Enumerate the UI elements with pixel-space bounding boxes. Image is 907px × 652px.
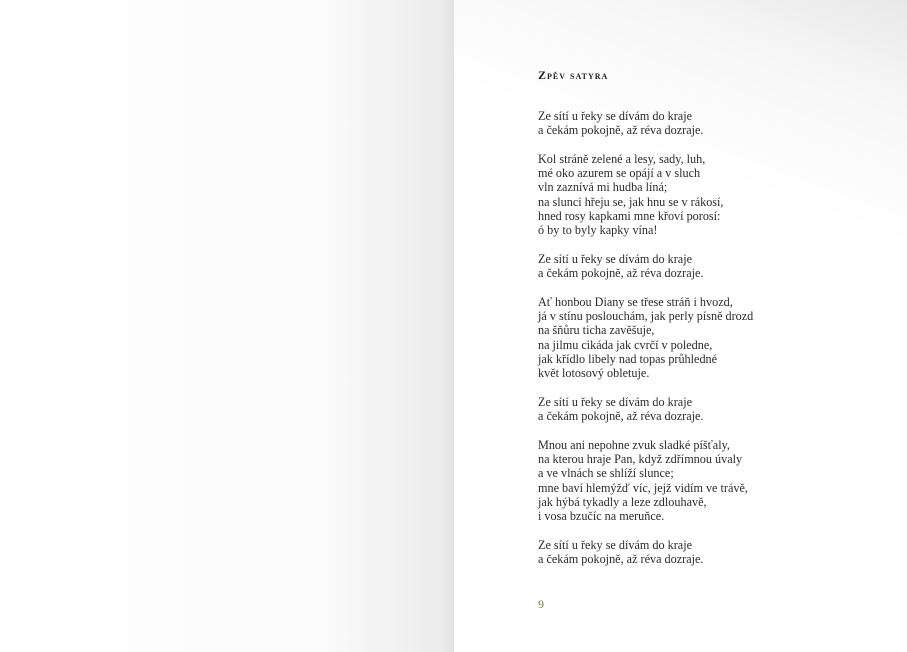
right-page: [454, 0, 907, 652]
page-number: 9: [538, 597, 544, 611]
stanza: [538, 538, 878, 567]
poem-line: a čekám pokojně, až réva dozraje.: [538, 266, 704, 281]
poem: [538, 68, 878, 581]
poem-title: Zpěv satyra: [538, 68, 609, 82]
poem-line: a čekám pokojně, až réva dozraje.: [538, 552, 704, 567]
stanza: [538, 295, 878, 381]
poem-line: mé oko azurem se opájí a v sluch: [538, 166, 701, 181]
stanza: [538, 252, 878, 281]
stanza: [538, 152, 878, 238]
stanza: [538, 395, 878, 424]
poem-line: Mnou ani nepohne zvuk sladké píšťaly,: [538, 437, 730, 452]
poem-line: Ze sítí u řeky se dívám do kraje: [538, 251, 692, 266]
poem-line: vln zaznívá mi hudba líná;: [538, 180, 668, 195]
poem-line: já v stínu poslouchám, jak perly písně drozd: [538, 309, 754, 324]
poem-line: na slunci hřeju se, jak hnu se v rákosí,: [538, 194, 724, 209]
stanza: [538, 438, 878, 524]
poem-line: Ze sítí u řeky se dívám do kraje: [538, 109, 692, 123]
poem-line: Kol stráně zelené a lesy, sady, luh,: [538, 151, 706, 166]
poem-line: jak křídlo libely nad topas průhledné: [538, 352, 718, 367]
poem-line: na kterou hraje Pan, když zdřímnou úvaly: [538, 452, 743, 467]
poem-line: mne baví hlemýžď víc, jejž vidím ve trávě,: [538, 480, 748, 495]
poem-line: a čekám pokojně, až réva dozraje.: [538, 123, 704, 138]
poem-line: i vosa bzučíc na meruňce.: [538, 509, 665, 524]
poem-line: hned rosy kapkami mne křoví porosí:: [538, 209, 721, 224]
poem-line: na jilmu cikáda jak cvrčí v poledne,: [538, 337, 713, 352]
poem-body: [538, 109, 878, 567]
poem-line: jak hýbá tykadly a leze zdlouhavě,: [538, 495, 707, 510]
poem-line: Ze sítí u řeky se dívám do kraje: [538, 394, 692, 409]
poem-line: Ze sítí u řeky se dívám do kraje: [538, 537, 692, 552]
poem-line: Ať honbou Diany se třese stráň i hvozd,: [538, 294, 733, 309]
poem-line: ó by to byly kapky vína!: [538, 223, 658, 238]
poem-line: a ve vlnách se shlíží slunce;: [538, 466, 674, 481]
stanza: [538, 109, 878, 138]
poem-line: a čekám pokojně, až réva dozraje.: [538, 409, 704, 424]
poem-line: květ lotosový obletuje.: [538, 366, 650, 381]
poem-line: na šňůru ticha zavěšuje,: [538, 323, 655, 338]
